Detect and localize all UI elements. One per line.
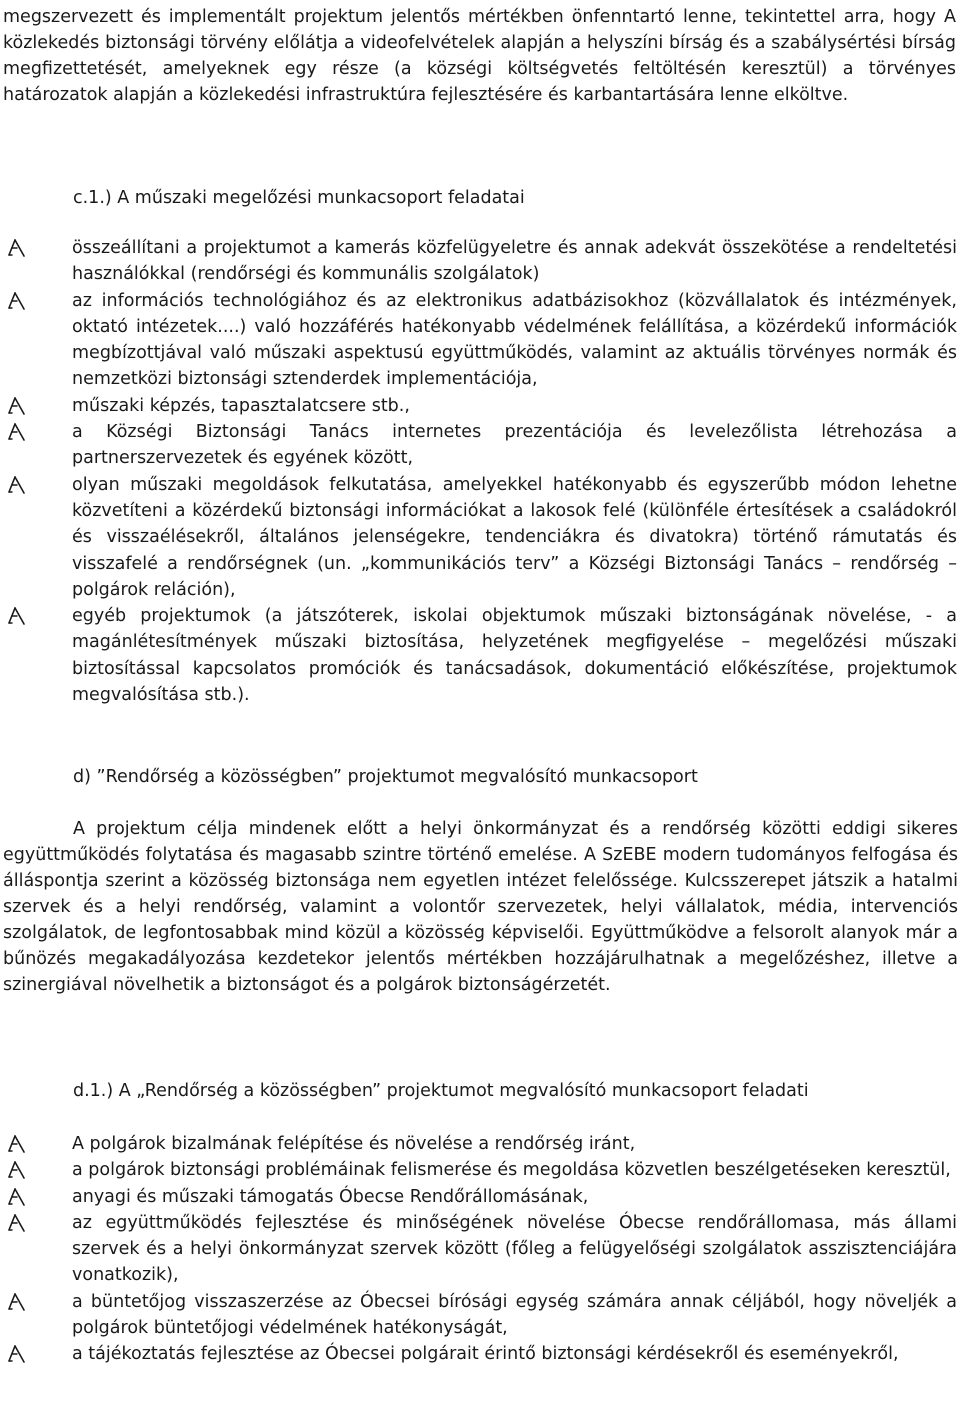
bullet-list-d1 <box>0 1131 960 1368</box>
section-heading-d1: d.1.) A „Rendőrség a közösségben” projektumot megvalósító munkacsoport feladati <box>73 1081 809 1101</box>
list-item-text: műszaki képzés, tapasztalatcsere stb., <box>72 395 410 416</box>
list-item-text: egyéb projektumok (a játszóterek, iskolai objektumok műszaki biztonságának növelése, - a magánlétesítmények műszaki biztosítása, helyzetének megfigyelése – megelőzési műszaki biztosítással kapcsolatos promóciók és tanácsadások, dokumentáció előkészítése, projektumok megvalósítása stb.). <box>72 606 957 706</box>
stick-figure-icon <box>7 1344 27 1364</box>
section-d-paragraph: A projektum célja mindenek előtt a helyi önkormányzat és a rendőrség közötti eddigi sikeres együttműködés folytatása és magasabb szintre történő emelése. A SzEBE modern tudományos felfogása és álláspontja szerint a közösség biztonsága nem egyetlen intézet felelőssége. Kulcsszerepet játszik a hatalmi szervek és a helyi rendőrség, valamint a volontőr szervezetek, helyi vállalatok, média, intervenciós szolgálatok, de legfontosabbak mind közül a közösség képviselői. Együttműködve a felsorolt alanyok már a bűnözés megakadályozása kezdetekor jelentős mértékben hozzájárulhatnak a megelőzéshez, illetve a szinergiával növelhetik a biztonságot és a polgárok biztonságérzetét. <box>3 819 958 995</box>
list-item-text: A polgárok bizalmának felépítése és növelése a rendőrség iránt, <box>72 1134 636 1154</box>
list-item-text: a polgárok biztonsági problémáinak felismerése és megoldása közvetlen beszélgetéseken keresztül, <box>72 1160 951 1181</box>
stick-figure-icon <box>7 291 27 311</box>
list-item <box>0 393 960 419</box>
list-item <box>0 1289 960 1342</box>
stick-figure-icon <box>7 606 27 626</box>
list-item <box>0 1341 960 1367</box>
list-item-text: a Községi Biztonsági Tanács internetes prezentációja és levelezőlista létrehozása a partnerszervezetek és egyének között, <box>72 422 957 469</box>
list-item-text: az együttműködés fejlesztése és minőségének növelése Óbecse rendőrállomasa, más állami szervek és a helyi önkormányzat szervek között (főleg a felügyelőségi szolgálatok asszisztenciájára vonatkozik), <box>72 1212 957 1286</box>
stick-figure-icon <box>7 1213 27 1233</box>
section-heading-d: d) ”Rendőrség a közösségben” projektumot megvalósító munkacsoport <box>73 767 698 787</box>
list-item-text: a tájékoztatás fejlesztése az Óbecsei polgárait érintő biztonsági kérdésekről és eseményekről, <box>72 1344 899 1365</box>
stick-figure-icon <box>7 475 27 495</box>
stick-figure-icon <box>7 238 27 258</box>
stick-figure-icon <box>7 1134 27 1154</box>
stick-figure-icon <box>7 422 27 442</box>
list-item <box>0 1210 960 1289</box>
list-item-text: az információs technológiához és az elektronikus adatbázisokhoz (közvállalatok és intézmények, oktató intézetek....) való hozzáférés hatékonyabb védelmének felállítása, a közérdekű információk megbízottjával való műszaki aspektusú együttműködés, valamint az aktuális törvényes normák és nemzetközi biztonsági sztenderdek implementációja, <box>72 290 957 390</box>
list-item <box>0 1184 960 1210</box>
list-item <box>0 472 960 603</box>
list-item <box>0 235 960 288</box>
stick-figure-icon <box>7 1187 27 1207</box>
list-item <box>0 419 960 472</box>
list-item <box>0 1157 960 1183</box>
list-item-text: anyagi és műszaki támogatás Óbecse Rendőrállomásának, <box>72 1186 589 1207</box>
stick-figure-icon <box>7 396 27 416</box>
section-heading-c1: c.1.) A műszaki megelőzési munkacsoport feladatai <box>73 188 525 208</box>
bullet-list-c1 <box>0 235 960 708</box>
stick-figure-icon <box>7 1160 27 1180</box>
stick-figure-icon <box>7 1292 27 1312</box>
list-item-text: összeállítani a projektumot a kamerás közfelügyeletre és annak adekvát összekötése a rendeltetési használókkal (rendőrségi és kommunális szolgálatok) <box>72 238 957 285</box>
list-item <box>0 1131 960 1157</box>
list-item <box>0 288 960 393</box>
intro-paragraph: megszervezett és implementált projektum jelentős mértékben önfenntartó lenne, tekintettel arra, hogy A közlekedés biztonsági törvény előlátja a videofelvételek alapján a helyszíni bírság és a szabálysértési bírság megfizettetését, amelyeknek egy része (a községi költségvetés feltöltésén keresztül) a törvényes határozatok alapján a közlekedési infrastruktúra fejlesztésére és karbantartására lenne elköltve. <box>3 7 956 105</box>
list-item-text: olyan műszaki megoldások felkutatása, amelyekkel hatékonyabb és egyszerűbb módon lehetne közvetíteni a közérdekű biztonsági információkat a lakosok felé (különféle értesítések a családokról és visszaélésekről, általános jelenségekre, tendenciákra és divatokra) történő rámutatás és visszafelé a rendőrségnek (un. „kommunikációs terv” a Községi Biztonsági Tanács – rendőrség – polgárok reláción), <box>72 474 957 600</box>
list-item <box>0 603 960 708</box>
list-item-text: a büntetőjog visszaszerzése az Óbecsei bírósági egység számára annak céljából, hogy növeljék a polgárok büntetőjogi védelmének hatékonyságát, <box>72 1291 957 1339</box>
